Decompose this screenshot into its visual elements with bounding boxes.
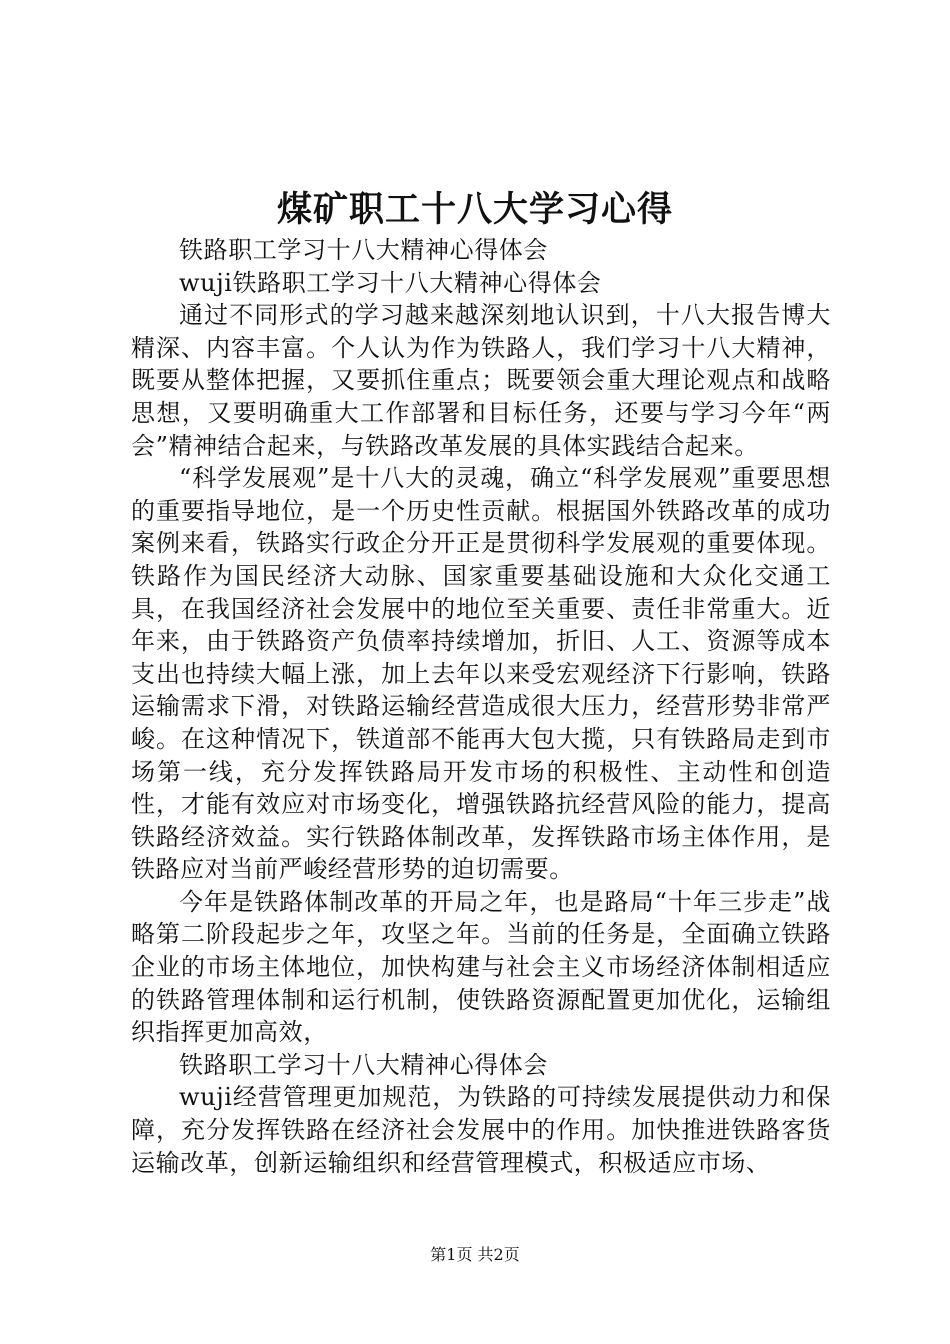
paragraph-intro: 通过不同形式的学习越来越深刻地认识到，十八大报告博大精深、内容丰富。个人认为作为铁路人，我们学习十八大精神，既要从整体把握，又要抓住重点；既要领会重大理论观点和战略思想，又要明确重大工作部署和目标任务，还要与学习今年“两会”精神结合起来，与铁路改革发展的具体实践结合起来。 <box>131 301 831 460</box>
document-body <box>131 234 831 1179</box>
paragraph-subtitle-wuji: wuji铁路职工学习十八大精神心得体会 <box>179 268 602 297</box>
page-footer: 第1页 共2页 <box>430 1245 520 1264</box>
paragraph-management: wuji经营管理更加规范，为铁路的可持续发展提供动力和保障，充分发挥铁路在经济社会发展中的作用。加快推进铁路客货运输改革，创新运输组织和经营管理模式，积极适应市场、 <box>131 1083 831 1177</box>
paragraph-subtitle-repeat: 铁路职工学习十八大精神心得体会 <box>179 1050 548 1079</box>
paragraph-scientific-development: “科学发展观”是十八大的灵魂，确立“科学发展观”重要思想的重要指导地位，是一个历史性贡献。根据国外铁路改革的成功案例来看，铁路实行政企分开正是贯彻科学发展观的重要体现。铁路作为国民经济大动脉、国家重要基础设施和大众化交通工具，在我国经济社会发展中的地位至关重要、责任非常重大。近年来，由于铁路资产负债率持续增加，折旧、人工、资源等成本支出也持续大幅上涨，加上去年以来受宏观经济下行影响，铁路运输需求下滑，对铁路运输经营造成很大压力，经营形势非常严峻。在这种情况下，铁道部不能再大包大揽，只有铁路局走到市场第一线，充分发挥铁路局开发市场的积极性、主动性和创造性，才能有效应对市场变化，增强铁路抗经营风险的能力，提高铁路经济效益。实行铁路体制改革，发挥铁路市场主体作用，是铁路应对当前严峻经营形势的迫切需要。 <box>131 464 831 884</box>
paragraph-subtitle: 铁路职工学习十八大精神心得体会 <box>179 236 548 264</box>
document-title: 煤矿职工十八大学习心得 <box>276 189 673 230</box>
paragraph-reform-year: 今年是铁路体制改革的开局之年，也是路局“十年三步走”战略第二阶段起步之年，攻坚之年。当前的任务是，全面确立铁路企业的市场主体地位，加快构建与社会主义市场经济体制相适应的铁路管理体制和运行机制，使铁路资源配置更加优化，运输组织指挥更加高效， <box>131 887 831 1047</box>
